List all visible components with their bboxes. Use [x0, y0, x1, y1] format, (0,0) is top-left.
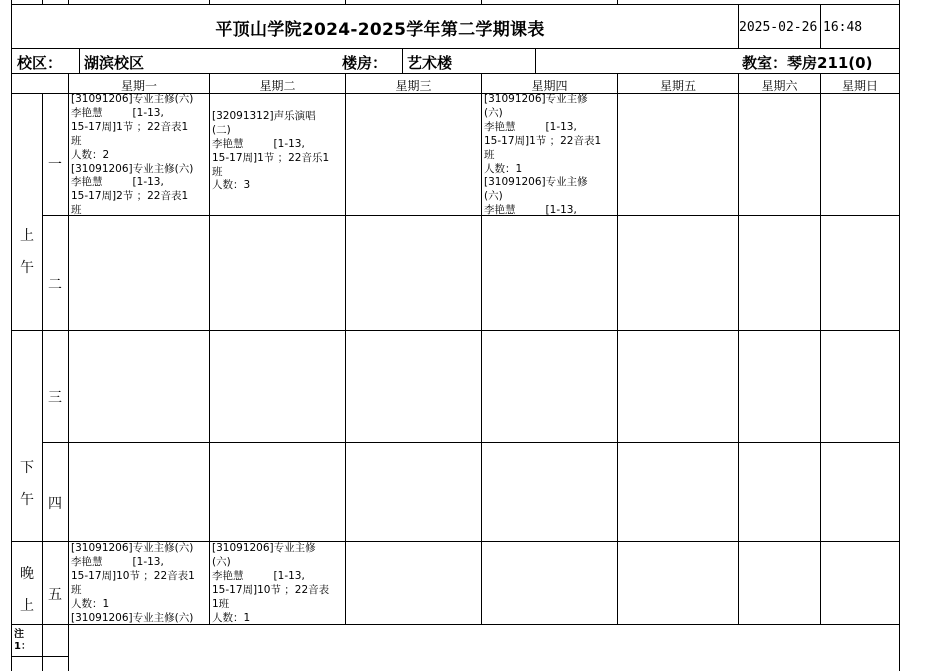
section-4: 四: [48, 496, 62, 512]
building-value: 艺术楼: [407, 54, 453, 72]
day-header-wednesday: 星期三: [395, 79, 432, 93]
course-cell-tue-5[interactable]: [31091206]专业主修 (六) 李艳慧 [1-13, 15-17周]10节 ；22音表 1班 人数：1: [212, 542, 330, 624]
period-afternoon: 下 午: [20, 460, 34, 508]
section-5: 五: [48, 587, 62, 603]
section-2: 二: [48, 277, 62, 293]
day-header-tuesday: 星期二: [259, 79, 296, 93]
classroom-label: 教室：琴房211(0): [742, 54, 873, 72]
course-cell-mon-1[interactable]: [31091206]专业主修(六) 李艳慧 [1-13, 15-17周]1节 ；22音表1 班 人数：2 [31091206]专业主修(六) 李艳慧 [1-13, 15-17周]2节 ；22音表1 班: [71, 93, 194, 215]
print-time: 16:48: [823, 20, 863, 35]
period-morning: 上 午: [20, 228, 34, 276]
day-header-thursday: 星期四: [531, 79, 568, 93]
period-evening: 晚 上: [20, 566, 34, 614]
course-cell-thu-1[interactable]: [31091206]专业主修 (六) 李艳慧 [1-13, 15-17周]1节 ；22音表1 班 人数：1 [31091206]专业主修 (六) 李艳慧 [1-13,: [484, 93, 602, 215]
day-header-sunday: 星期日: [841, 79, 878, 93]
building-label: 楼房：: [342, 54, 388, 72]
course-cell-tue-1[interactable]: [32091312]声乐演唱 (二) 李艳慧 [1-13, 15-17周]1节 ；22音乐1 班 人数：3: [212, 109, 330, 192]
section-3: 三: [48, 390, 62, 406]
course-cell-mon-5[interactable]: [31091206]专业主修(六) 李艳慧 [1-13, 15-17周]10节 ；22音表1 班 人数：1 [31091206]专业主修(六): [71, 542, 195, 624]
print-date: 2025-02-26: [739, 20, 818, 35]
campus-value: 湖滨校区: [84, 54, 145, 72]
day-header-saturday: 星期六: [761, 79, 798, 93]
section-1: 一: [48, 157, 62, 173]
page-title: 平顶山学院2024-2025学年第二学期课表: [215, 20, 545, 40]
day-header-friday: 星期五: [659, 79, 696, 93]
day-header-monday: 星期一: [120, 79, 157, 93]
campus-label: 校区：: [17, 54, 63, 72]
note-label: 注 1：: [14, 629, 31, 652]
